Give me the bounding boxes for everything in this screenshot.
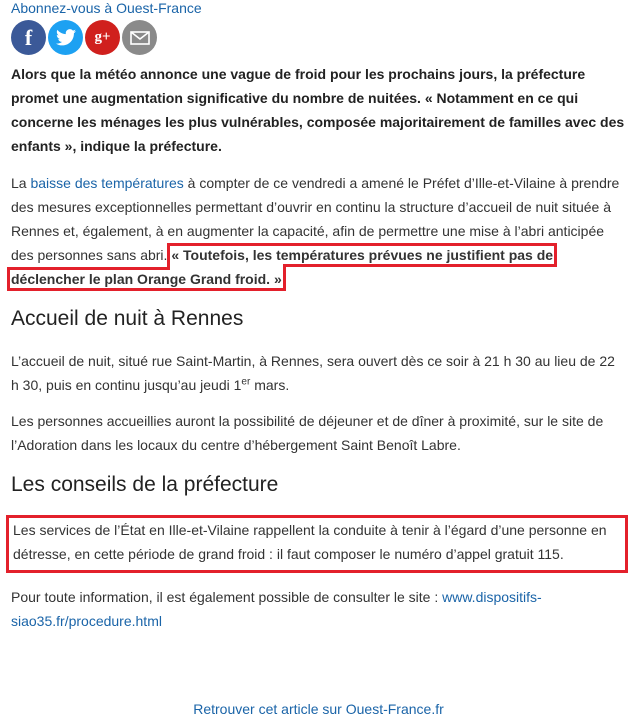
facebook-icon[interactable]: f: [11, 20, 46, 55]
paragraph-accueil: L’accueil de nuit, situé rue Saint-Martin, à Rennes, sera ouvert dès ce soir à 21 h 30 au lieu de 22 h 30, puis en continu jusqu’au jeudi 1er mars.: [11, 353, 615, 393]
heading-accueil: Accueil de nuit à Rennes: [11, 307, 244, 330]
mail-icon[interactable]: [122, 20, 157, 55]
retrouver-footer: [0, 701, 637, 717]
paragraph-baisse: La baisse des températures à compter de ce vendredi a amené le Préfet d’Ille-et-Vilaine à prendre des mesures exceptionnelles permettant d’ouvrir en continu la structure d’accueil de nuit située à Rennes et, également, à en augmenter la capacité, afin de permettre une mise à l’abri anticipée des personnes sans abri. « Toutefois, les températures prévues ne justifient pas de déclencher le plan Orange Grand froid. »: [11, 175, 620, 287]
baisse-temperatures-link[interactable]: baisse des températures: [30, 175, 184, 191]
article-lead: Alors que la météo annonce une vague de froid pour les prochains jours, la préfecture promet une augmentation significative du nombre de nuitées. « Notamment en ce qui concerne les ménages les plus vulnérables, composée majoritairement de familles avec des enfants », indique la préfecture.: [11, 66, 625, 154]
google-plus-icon[interactable]: g+: [85, 20, 120, 55]
heading-conseils: Les conseils de la préfecture: [11, 473, 279, 496]
siao35-link[interactable]: www.dispositifs-siao35.fr/procedure.html: [11, 589, 542, 629]
article-body: [11, 62, 625, 645]
twitter-icon[interactable]: [48, 20, 83, 55]
retrouver-link[interactable]: Retrouver cet article sur Ouest-France.fr: [193, 701, 444, 717]
paragraph-information: Pour toute information, il est également possible de consulter le site : www.dispositifs-siao35.fr/procedure.html: [11, 589, 542, 629]
highlighted-115-paragraph: Les services de l’État en Ille-et-Vilaine rappellent la conduite à tenir à l’égard d’une personne en détresse, en cette période de grand froid : il faut composer le numéro d’appel gratuit 115.: [6, 515, 628, 573]
highlighted-quote: « Toutefois, les températures prévues ne justifient pas de déclencher le plan Orange Grand froid. »: [11, 247, 554, 287]
subscribe-link[interactable]: Abonnez-vous à Ouest-France: [11, 0, 202, 16]
share-bar: [11, 20, 157, 55]
paragraph-personnes: Les personnes accueillies auront la possibilité de déjeuner et de dîner à proximité, sur le site de l’Adoration dans les locaux du centre d’hébergement Saint Benoît Labre.: [11, 413, 604, 453]
